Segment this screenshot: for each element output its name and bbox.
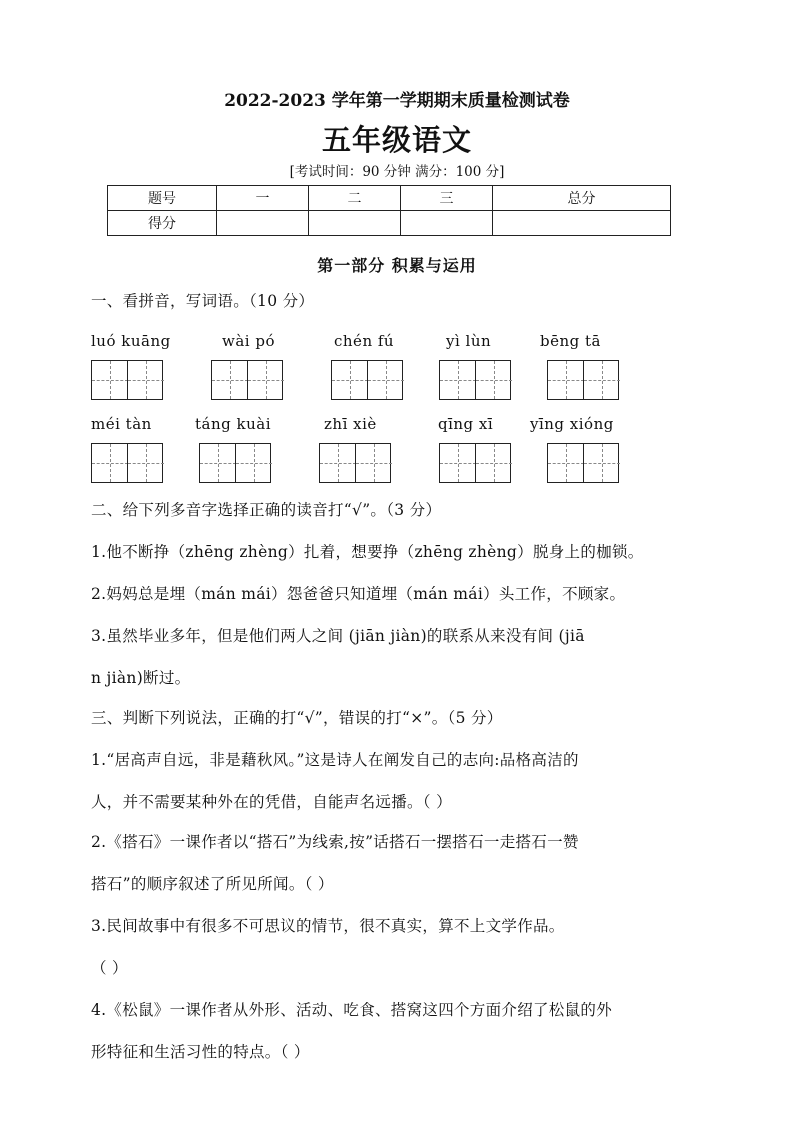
score-table-cell: 得分 [108, 211, 217, 236]
writing-grid[interactable] [211, 360, 283, 400]
score-table-score-row [108, 211, 671, 236]
question-line: 4.《松鼠》一课作者从外形、活动、吃食、搭窝这四个方面介绍了松鼠的外 [91, 1001, 612, 1019]
score-table-cell: 总分 [493, 186, 671, 211]
pinyin-label: qīng xī [438, 415, 494, 433]
answer-bracket: （ ） [91, 959, 128, 977]
writing-grid[interactable] [439, 443, 511, 483]
pinyin-label: yīng xióng [530, 415, 614, 433]
question-line: 人，并不需要某种外在的凭借，自能声名远播。（ ） [91, 793, 452, 811]
part-title: 第一部分 积累与运用 [317, 256, 477, 275]
section-heading: 一、看拼音，写词语。（10 分） [91, 292, 315, 310]
score-input-cell[interactable] [309, 211, 401, 236]
score-input-cell[interactable] [493, 211, 671, 236]
writing-grid[interactable] [439, 360, 511, 400]
score-table-cell: 三 [401, 186, 493, 211]
section-heading: 三、判断下列说法，正确的打“√”，错误的打“×”。（5 分） [91, 709, 503, 727]
score-table-cell: 二 [309, 186, 401, 211]
writing-grid[interactable] [91, 443, 163, 483]
writing-grid[interactable] [319, 443, 391, 483]
question-line: 形特征和生活习性的特点。（ ） [91, 1043, 310, 1061]
writing-grid[interactable] [199, 443, 271, 483]
question-line: 1.“居高声自远，非是藉秋风。”这是诗人在阐发自己的志向:品格高洁的 [91, 751, 579, 769]
pinyin-label: chén fú [334, 332, 395, 350]
exam-info: [考试时间：90 分钟 满分：100 分] [289, 164, 505, 180]
pinyin-label: méi tàn [91, 415, 152, 433]
question-line: 3.民间故事中有很多不可思议的情节，很不真实，算不上文学作品。 [91, 917, 565, 935]
question-line: 2.《搭石》一课作者以“搭石”为线索,按”话搭石一摆搭石一走搭石一赞 [91, 833, 579, 851]
score-table-cell: 一 [217, 186, 309, 211]
exam-title: 2022-2023 学年第一学期期末质量检测试卷 [224, 91, 570, 111]
question-line: 搭石”的顺序叙述了所见所闻。（ ） [91, 875, 334, 893]
writing-grid[interactable] [91, 360, 163, 400]
score-table-header-row [108, 186, 671, 211]
pinyin-label: luó kuāng [91, 332, 171, 350]
writing-grid[interactable] [547, 360, 619, 400]
question-line: n jiàn)断过。 [91, 669, 191, 687]
section-heading: 二、给下列多音字选择正确的读音打“√”。（3 分） [91, 501, 442, 519]
pinyin-label: zhī xiè [324, 415, 377, 433]
score-table-cell: 题号 [108, 186, 217, 211]
pinyin-label: táng kuài [195, 415, 271, 433]
question-line: 1.他不断挣（zhēng zhèng）扎着，想要挣（zhēng zhèng）脱身上的枷锁。 [91, 543, 644, 561]
pinyin-label: wài pó [222, 332, 275, 350]
subject-title: 五年级语文 [321, 123, 472, 157]
score-table [107, 185, 671, 236]
writing-grid[interactable] [331, 360, 403, 400]
writing-grid[interactable] [547, 443, 619, 483]
pinyin-label: yì lùn [446, 332, 492, 350]
score-input-cell[interactable] [217, 211, 309, 236]
question-line: 2.妈妈总是埋（mán mái）怨爸爸只知道埋（mán mái）头工作，不顾家。 [91, 585, 626, 603]
score-input-cell[interactable] [401, 211, 493, 236]
question-line: 3.虽然毕业多年，但是他们两人之间 (jiān jiàn)的联系从来没有间 (jiā [91, 627, 585, 645]
pinyin-label: bēng tā [540, 332, 601, 350]
